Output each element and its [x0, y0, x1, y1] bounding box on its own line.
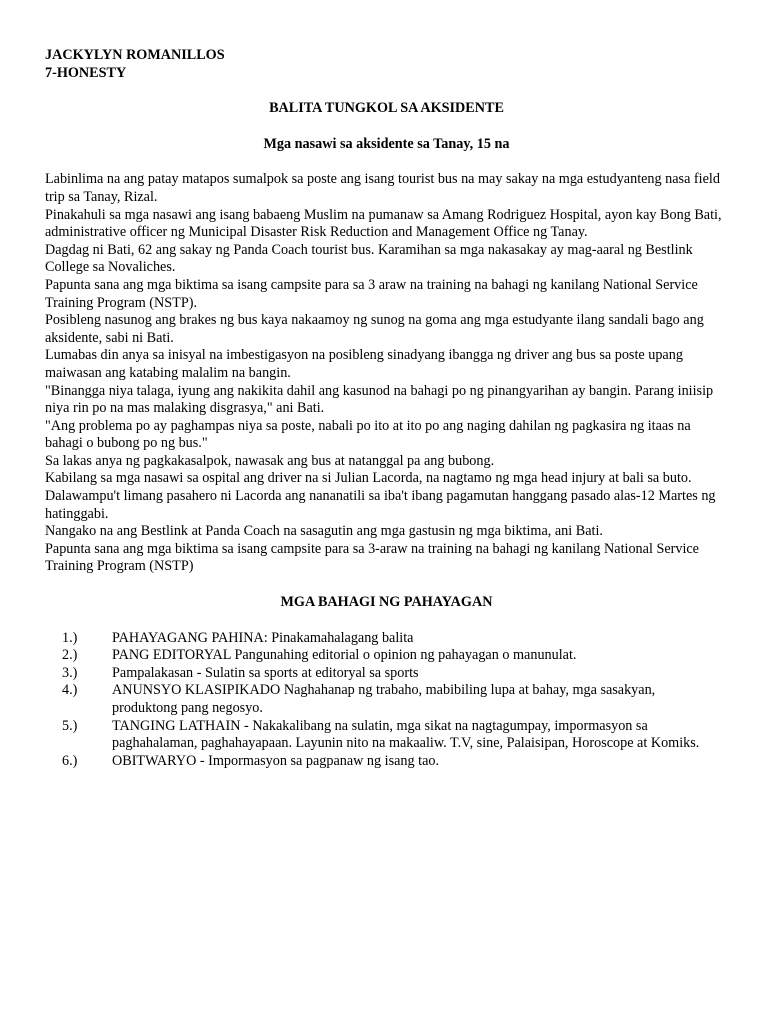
list-number: 5.)	[62, 717, 78, 734]
article-paragraph: "Ang problema po ay paghampas niya sa poste, nabali po ito at ito po ang naging dahilan ng pagkasira ng itaas na bahagi o bubong po ng bus."	[45, 417, 691, 452]
article-paragraph: Papunta sana ang mga biktima sa isang campsite para sa 3 araw na training na bahagi ng kanilang National Service Training Program (NSTP).	[45, 276, 698, 311]
list-item	[45, 718, 728, 753]
article-paragraph: Nangako na ang Bestlink at Panda Coach na sasagutin ang mga gastusin ng mga biktima, ani Bati.	[45, 523, 603, 540]
article-paragraph: Dalawampu't limang pasahero ni Lacorda ang nananatili sa iba't ibang pagamutan hanggang pasado alas-12 Martes ng hatinggabi.	[45, 488, 716, 522]
newspaper-parts-list	[45, 630, 728, 771]
section-heading: MGA BAHAGI NG PAHAYAGAN	[280, 594, 493, 611]
article-paragraph: Papunta sana ang mga biktima sa isang campsite para sa 3-araw na training na bahagi ng kanilang National Service Training Program (NSTP)	[45, 540, 699, 575]
article-paragraph: Pinakahuli sa mga nasawi ang isang babaeng Muslim na pumanaw sa Amang Rodriguez Hospital, ayon kay Bong Bati, administrative officer ng Municipal Disaster Risk Reduction and Management Office ng Tanay.	[45, 206, 722, 241]
article-body	[45, 171, 728, 576]
article-paragraph: Kabilang sa mga nasawi sa ospital ang driver na si Julian Lacorda, na nagtamo ng mga head injury at bali sa buto.	[45, 470, 692, 487]
list-number: 2.)	[62, 647, 78, 664]
list-text: OBITWARYO - Impormasyon sa pagpanaw ng isang tao.	[112, 752, 440, 769]
document-title: BALITA TUNGKOL SA AKSIDENTE	[269, 100, 504, 117]
article-paragraph: Posibleng nasunog ang brakes ng bus kaya nakaamoy ng sunog na goma ang mga estudyante ilang sandali bago ang aksidente, sabi ni Bati.	[45, 312, 704, 346]
article-headline: Mga nasawi sa aksidente sa Tanay, 15 na	[263, 135, 510, 152]
article-paragraph: Dagdag ni Bati, 62 ang sakay ng Panda Coach tourist bus. Karamihan sa mga nakasakay ay mag-aaral ng Bestlink College sa Novaliches.	[45, 241, 693, 276]
list-item	[45, 630, 728, 648]
list-number: 3.)	[62, 664, 78, 681]
list-item	[45, 665, 728, 683]
article-paragraph: "Binangga niya talaga, iyung ang nakikita dahil ang kasunod na bahagi po ng pinangyarihan ay bangin. Parang iniisip niya rin po na mas malaking disgrasya," ani Bati.	[45, 382, 714, 417]
list-item	[45, 682, 728, 717]
list-item	[45, 753, 728, 771]
list-text: TANGING LATHAIN - Nakakalibang na sulatin, mga sikat na nagtagumpay, impormasyon sa paghahalaman, paghahayapaan. Layunin nito na makaaliw. T.V, sine, Palaisipan, Horoscope at Komiks.	[112, 717, 700, 752]
list-text: Pampalakasan - Sulatin sa sports at editoryal sa sports	[112, 664, 419, 681]
list-number: 1.)	[62, 629, 78, 646]
list-number: 6.)	[62, 752, 78, 769]
article-paragraph: Sa lakas anya ng pagkakasalpok, nawasak ang bus at natanggal pa ang bubong.	[45, 452, 495, 469]
list-text: PAHAYAGANG PAHINA: Pinakamahalagang balita	[112, 629, 414, 646]
author-name: JACKYLYN ROMANILLOS	[45, 47, 225, 63]
list-text: ANUNSYO KLASIPIKADO Naghahanap ng trabaho, mabibiling lupa at bahay, mga sasakyan, produktong pang negosyo.	[112, 682, 656, 716]
list-number: 4.)	[62, 682, 78, 699]
list-item	[45, 647, 728, 665]
list-text: PANG EDITORYAL Pangunahing editorial o opinion ng pahayagan o manunulat.	[112, 647, 577, 664]
class-section: 7-HONESTY	[45, 64, 127, 81]
article-paragraph: Labinlima na ang patay matapos sumalpok sa poste ang isang tourist bus na may sakay na mga estudyanteng nasa field trip sa Tanay, Rizal.	[45, 171, 720, 205]
article-paragraph: Lumabas din anya sa inisyal na imbestigasyon na posibleng sinadyang ibangga ng driver ang bus sa poste upang maiwasan ang katabing malalim na bangin.	[45, 347, 683, 381]
